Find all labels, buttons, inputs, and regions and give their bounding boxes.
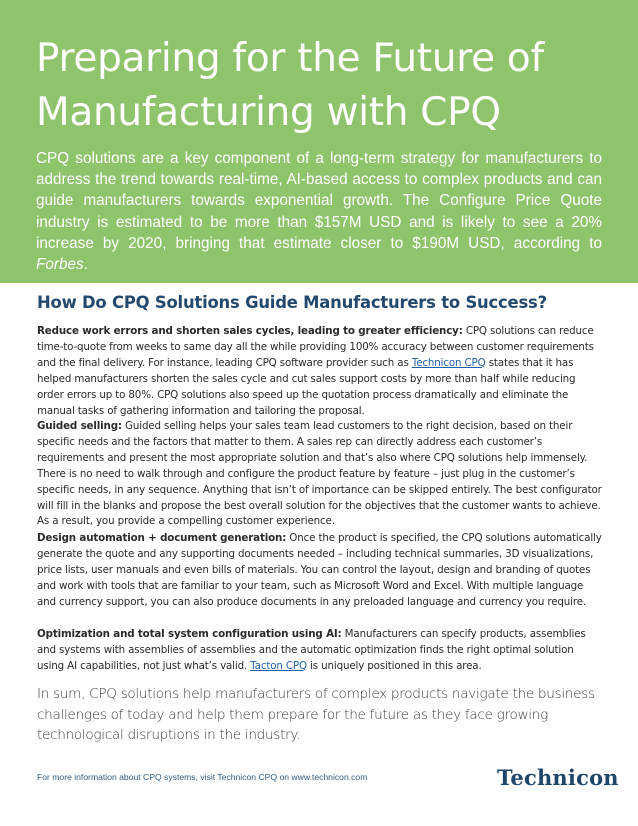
summary-paragraph: In sum, CPQ solutions help manufacturers of complex products navigate the business challenges of today and help them prepare for the future as they face growing technological disruptions in the industry. (37, 686, 595, 744)
paragraph-lead: Reduce work errors and shorten sales cycles, leading to greater efficiency: (37, 325, 463, 337)
hero-intro-source: Forbes (36, 256, 84, 274)
hero-intro-end: . (83, 256, 88, 274)
hero-intro (36, 148, 602, 275)
section-heading: How Do CPQ Solutions Guide Manufacturers to Success? (37, 293, 547, 312)
page-title: Preparing for the Future of Manufacturing with CPQ (36, 36, 544, 135)
paragraph-text: is uniquely positioned in this area. (306, 659, 482, 672)
paragraph-text: Once the product is specified, the CPQ solutions automatically generate the quote and any supporting documents needed – including technical summaries, 3D visualizations, price lists, user manuals and even bills of materials. You can control the layout, design and branding of quotes and work with tools that are familiar to your team, such as Microsoft Word and Excel. With multiple language and currency support, you can also produce documents in any preloaded language and currency you require. (37, 532, 602, 608)
paragraph-lead: Design automation + document generation: (37, 532, 287, 544)
hero-intro-text: CPQ solutions are a key component of a long-term strategy for manufacturers to address the trend towards real-time, AI-based access to complex products and can guide manufacturers towards exponential growth. The Configure Price Quote industry is estimated to be more than $157M USD and is likely to see a 20% increase by 2020, bringing that estimate closer to $190M USD, according to (36, 150, 602, 252)
logo-wordmark: Technicon (497, 764, 619, 790)
technicon-logo (497, 760, 619, 794)
footer-note: For more information about CPQ systems, visit Technicon CPQ on www.technicon.com (37, 772, 368, 782)
paragraph-design-automation (37, 531, 603, 611)
paragraph-guided-selling (37, 419, 603, 530)
paragraph-efficiency (37, 324, 603, 419)
paragraph-text: Guided selling helps your sales team lead customers to the right decision, based on their specific needs and the factors that matter to them. A sales rep can directly address each customer’s requirements and present the most appropriate solution and that’s also where CPQ solutions help immensely. There is no need to walk through and configure the product feature by feature – just plug in the customer’s specific needs, in any sequence. Anything that isn’t of importance can be skipped entirely. The best configurator will fill in the blanks and propose the best overall solution for the objectives that the customer wants to achieve. As a result, you provide a compelling customer experience. (37, 420, 602, 528)
paragraph-text: Manufacturers can specify products, assemblies and systems with assemblies of assemblies and the automatic optimization finds the right optimal solution using AI capabilities, not just what’s valid. (37, 628, 586, 672)
paragraph-lead: Guided selling: (37, 420, 122, 432)
paragraph-optimization (37, 627, 603, 675)
paragraph-lead: Optimization and total system configuration using AI: (37, 628, 342, 640)
tacton-cpq-link[interactable]: Tacton CPQ (250, 659, 307, 672)
paragraph-text: CPQ solutions can reduce time-to-quote from weeks to same day all the while providing 100% accuracy between customer requirements and the final delivery. For instance, leading CPQ software provider such as (37, 325, 594, 369)
technicon-cpq-link[interactable]: Technicon CPQ (411, 356, 486, 369)
paragraph-text: states that it has helped manufacturers shorten the sales cycle and cut sales support costs by more than half while reducing order errors up to 80%. CPQ solutions also speed up the quotation process dramatically and eliminate the manual tasks of gathering information and tailoring the proposal. (37, 356, 576, 417)
hero-banner (0, 0, 638, 283)
